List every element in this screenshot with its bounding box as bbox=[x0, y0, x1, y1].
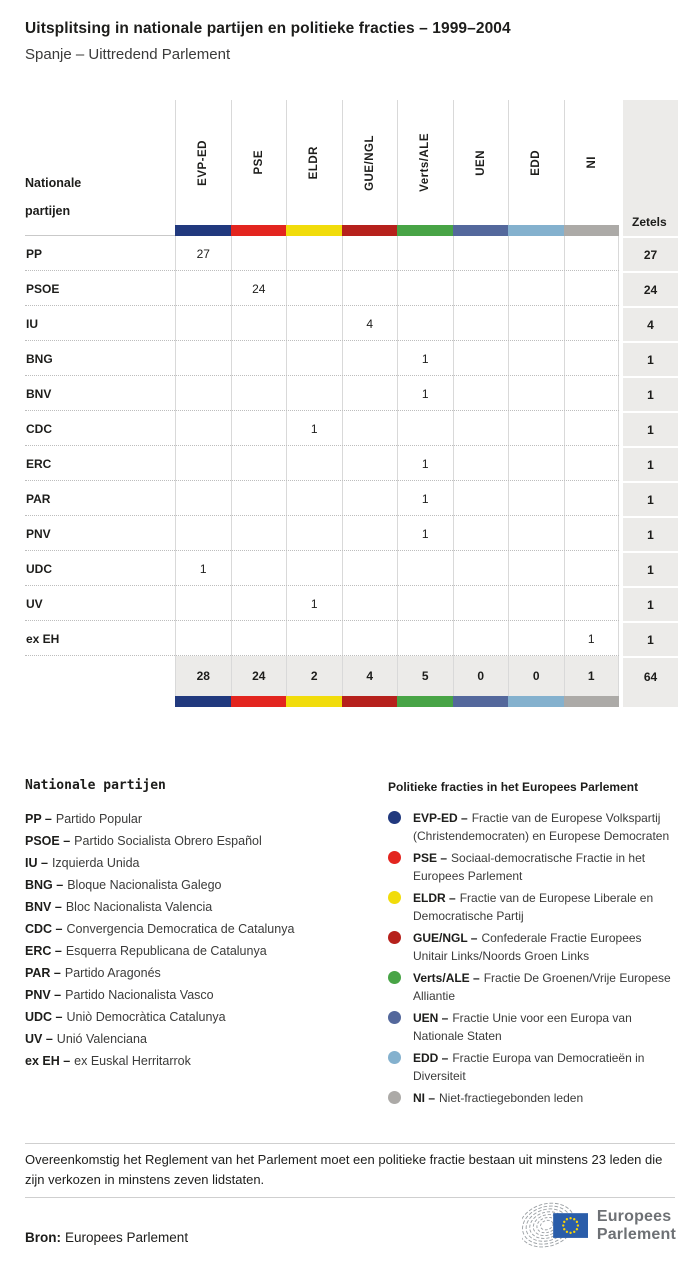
group-legend-text bbox=[413, 849, 677, 885]
seat-cell bbox=[286, 551, 342, 586]
group-color-bar bbox=[564, 225, 620, 236]
seats-total-cell: 1 bbox=[623, 551, 678, 586]
party-legend-item bbox=[25, 808, 388, 830]
group-color-bar bbox=[175, 696, 231, 707]
group-color-bar bbox=[231, 225, 287, 236]
party-abbr: PSOE – bbox=[25, 834, 71, 848]
seat-cell bbox=[231, 481, 287, 516]
party-legend-item bbox=[25, 940, 388, 962]
group-color-bar bbox=[453, 696, 509, 707]
group-color-bar bbox=[397, 696, 453, 707]
seat-cell bbox=[397, 306, 453, 341]
group-color-dot bbox=[388, 1051, 401, 1064]
ep-logo-text-line2: Parlement bbox=[596, 1226, 676, 1243]
seat-cell bbox=[342, 376, 398, 411]
party-abbr: BNV – bbox=[25, 900, 62, 914]
group-color-bar bbox=[508, 225, 564, 236]
group-name: Fractie van de Europese Volkspartij (Christendemocraten) en Europese Democraten bbox=[413, 811, 670, 843]
group-legend-item bbox=[388, 1049, 677, 1085]
seat-cell bbox=[564, 516, 620, 551]
seat-cell bbox=[564, 376, 620, 411]
seat-cell bbox=[397, 621, 453, 656]
seats-total-cell: 1 bbox=[623, 411, 678, 446]
party-legend-item bbox=[25, 962, 388, 984]
seat-cell bbox=[453, 516, 509, 551]
group-color-bar bbox=[564, 696, 620, 707]
group-legend-item bbox=[388, 1089, 677, 1107]
seat-cell: 1 bbox=[397, 341, 453, 376]
party-row-label: PAR bbox=[26, 491, 51, 506]
seat-cell bbox=[397, 236, 453, 271]
group-legend-item bbox=[388, 889, 677, 925]
seat-cell bbox=[453, 341, 509, 376]
seat-cell bbox=[342, 411, 398, 446]
party-legend-item bbox=[25, 1006, 388, 1028]
party-name: ex Euskal Herritarrok bbox=[74, 1054, 191, 1068]
group-legend-item bbox=[388, 969, 677, 1005]
party-row-label: PNV bbox=[26, 526, 51, 541]
seat-cell bbox=[175, 376, 231, 411]
seat-cell bbox=[453, 446, 509, 481]
group-abbr: NI – bbox=[413, 1091, 436, 1105]
seat-cell bbox=[342, 341, 398, 376]
source-line bbox=[25, 1230, 188, 1245]
party-abbr: PAR – bbox=[25, 966, 61, 980]
seat-cell bbox=[564, 481, 620, 516]
ep-logo-text-line1: Europees bbox=[596, 1208, 672, 1225]
party-name: Uniò Democràtica Catalunya bbox=[66, 1010, 226, 1024]
group-abbr: UEN – bbox=[413, 1011, 449, 1025]
national-parties-legend-heading: Nationale partijen bbox=[25, 778, 166, 793]
party-abbr: CDC – bbox=[25, 922, 63, 936]
party-name: Partido Popular bbox=[55, 812, 143, 826]
group-color-bar bbox=[397, 225, 453, 236]
seat-cell bbox=[231, 306, 287, 341]
ep-logo bbox=[522, 1201, 676, 1251]
group-total-cell: 2 bbox=[286, 656, 342, 696]
group-color-dot bbox=[388, 1091, 401, 1104]
national-parties-list bbox=[25, 808, 388, 1072]
party-abbr: IU – bbox=[25, 856, 48, 870]
seat-cell bbox=[453, 621, 509, 656]
group-color-dot bbox=[388, 891, 401, 904]
seat-cell: 24 bbox=[231, 271, 287, 306]
party-row-label: ex EH bbox=[26, 631, 60, 646]
seats-table bbox=[25, 100, 678, 707]
seat-cell: 1 bbox=[286, 586, 342, 621]
group-color-dot bbox=[388, 811, 401, 824]
seat-cell bbox=[564, 236, 620, 271]
seats-total-cell: 27 bbox=[623, 236, 678, 271]
group-abbr: EDD – bbox=[413, 1051, 449, 1065]
group-column-label: EVP-ED bbox=[197, 139, 210, 186]
group-legend-text bbox=[413, 969, 677, 1005]
grand-total-cell: 64 bbox=[623, 656, 678, 696]
national-parties-legend bbox=[25, 778, 388, 1111]
seat-cell: 27 bbox=[175, 236, 231, 271]
seat-cell bbox=[508, 271, 564, 306]
group-total-cell: 0 bbox=[453, 656, 509, 696]
group-name: Fractie Unie voor een Europa van Nationale Staten bbox=[413, 1011, 632, 1043]
seat-cell bbox=[286, 446, 342, 481]
group-name: Confederale Fractie Europees Unitair Links/Noords Groen Links bbox=[413, 931, 642, 963]
group-name: Fractie van de Europese Liberale en Democratische Partij bbox=[413, 891, 654, 923]
party-row-label: UV bbox=[26, 596, 43, 611]
seat-cell bbox=[564, 341, 620, 376]
hemicycle-icon bbox=[522, 1202, 590, 1250]
seat-cell bbox=[564, 271, 620, 306]
group-name: Niet-fractiegebonden leden bbox=[439, 1091, 584, 1105]
group-column-label: GUE/NGL bbox=[363, 134, 376, 191]
group-column-label: PSE bbox=[252, 150, 265, 175]
seat-cell bbox=[175, 446, 231, 481]
party-abbr: UV – bbox=[25, 1032, 53, 1046]
party-legend-item bbox=[25, 984, 388, 1006]
group-abbr: ELDR – bbox=[413, 891, 456, 905]
party-legend-item bbox=[25, 1028, 388, 1050]
group-color-bar bbox=[508, 696, 564, 707]
group-legend-text bbox=[413, 929, 677, 965]
seat-cell bbox=[342, 551, 398, 586]
party-abbr: ex EH – bbox=[25, 1054, 71, 1068]
group-total-cell: 5 bbox=[397, 656, 453, 696]
seat-cell bbox=[397, 411, 453, 446]
party-row-label: UDC bbox=[26, 561, 52, 576]
seat-cell bbox=[453, 411, 509, 446]
political-groups-legend bbox=[388, 778, 677, 1111]
party-legend-item bbox=[25, 852, 388, 874]
seat-cell bbox=[397, 271, 453, 306]
seat-cell bbox=[508, 516, 564, 551]
seat-cell bbox=[231, 586, 287, 621]
seat-cell bbox=[342, 271, 398, 306]
source-label: Bron: bbox=[25, 1230, 61, 1245]
seat-cell bbox=[453, 481, 509, 516]
seat-cell bbox=[175, 516, 231, 551]
group-color-dot bbox=[388, 1011, 401, 1024]
seat-cell bbox=[564, 446, 620, 481]
party-name: Unió Valenciana bbox=[56, 1032, 147, 1046]
party-name: Esquerra Republicana de Catalunya bbox=[65, 944, 267, 958]
seat-cell bbox=[175, 411, 231, 446]
seat-cell bbox=[231, 551, 287, 586]
party-legend-item bbox=[25, 918, 388, 940]
seat-cell bbox=[342, 236, 398, 271]
divider-top bbox=[25, 1143, 675, 1144]
seat-cell bbox=[397, 586, 453, 621]
group-legend-text bbox=[413, 889, 677, 925]
seat-cell bbox=[231, 621, 287, 656]
group-abbr: PSE – bbox=[413, 851, 448, 865]
group-column-header bbox=[453, 100, 509, 225]
group-abbr: Verts/ALE – bbox=[413, 971, 480, 985]
party-abbr: UDC – bbox=[25, 1010, 63, 1024]
seat-cell bbox=[508, 621, 564, 656]
seat-cell bbox=[342, 586, 398, 621]
group-column-header bbox=[175, 100, 231, 225]
page-title: Uitsplitsing in nationale partijen en politieke fracties – 1999–2004 bbox=[25, 20, 511, 37]
group-column-label: Verts/ALE bbox=[419, 133, 432, 192]
party-legend-item bbox=[25, 896, 388, 918]
group-total-cell: 24 bbox=[231, 656, 287, 696]
seat-cell bbox=[286, 306, 342, 341]
seat-cell bbox=[564, 551, 620, 586]
group-legend-item bbox=[388, 849, 677, 885]
party-name: Convergencia Democratica de Catalunya bbox=[66, 922, 295, 936]
political-groups-list bbox=[388, 809, 677, 1107]
group-color-bar bbox=[231, 696, 287, 707]
seat-cell: 1 bbox=[175, 551, 231, 586]
group-column-label: ELDR bbox=[308, 145, 321, 180]
party-row-label: BNG bbox=[26, 351, 53, 366]
national-parties-header bbox=[25, 100, 175, 225]
party-abbr: ERC – bbox=[25, 944, 62, 958]
group-total-cell: 1 bbox=[564, 656, 620, 696]
group-legend-text bbox=[413, 809, 677, 845]
seat-cell bbox=[453, 236, 509, 271]
group-legend-text bbox=[413, 1089, 677, 1107]
group-color-bar bbox=[342, 696, 398, 707]
seat-cell bbox=[231, 236, 287, 271]
group-name: Fractie Europa van Democratieën in Diversiteit bbox=[413, 1051, 645, 1083]
seat-cell bbox=[175, 621, 231, 656]
seats-total-cell: 1 bbox=[623, 376, 678, 411]
group-total-cell: 0 bbox=[508, 656, 564, 696]
group-legend-text bbox=[413, 1049, 677, 1085]
party-name: Bloque Nacionalista Galego bbox=[67, 878, 222, 892]
seat-cell bbox=[508, 376, 564, 411]
seat-cell bbox=[508, 586, 564, 621]
group-color-dot bbox=[388, 971, 401, 984]
seats-total-cell: 1 bbox=[623, 341, 678, 376]
seat-cell bbox=[342, 481, 398, 516]
group-color-dot bbox=[388, 931, 401, 944]
group-color-bar bbox=[286, 225, 342, 236]
group-color-bar bbox=[175, 225, 231, 236]
seat-cell bbox=[231, 376, 287, 411]
group-column-header bbox=[342, 100, 398, 225]
seat-cell bbox=[508, 446, 564, 481]
group-color-dot bbox=[388, 851, 401, 864]
national-parties-header-label: Nationale partijen bbox=[25, 176, 82, 218]
party-abbr: BNG – bbox=[25, 878, 64, 892]
seat-cell bbox=[231, 341, 287, 376]
eu-flag-icon bbox=[553, 1213, 588, 1238]
seats-total-cell: 1 bbox=[623, 621, 678, 656]
seat-cell bbox=[175, 481, 231, 516]
seat-cell bbox=[175, 306, 231, 341]
seat-cell bbox=[231, 411, 287, 446]
seats-column-footer bbox=[623, 696, 678, 707]
seat-cell bbox=[231, 446, 287, 481]
seats-total-cell: 1 bbox=[623, 586, 678, 621]
seat-cell: 1 bbox=[397, 446, 453, 481]
group-color-bar bbox=[453, 225, 509, 236]
source-value: Europees Parlement bbox=[65, 1230, 189, 1245]
seat-cell bbox=[508, 551, 564, 586]
seat-cell bbox=[564, 411, 620, 446]
group-color-bar bbox=[286, 696, 342, 707]
page-subtitle: Spanje – Uittredend Parlement bbox=[25, 46, 231, 63]
seats-total-cell: 1 bbox=[623, 446, 678, 481]
seat-cell bbox=[342, 621, 398, 656]
seat-cell bbox=[342, 516, 398, 551]
party-name: Bloc Nacionalista Valencia bbox=[65, 900, 213, 914]
group-column-header bbox=[231, 100, 287, 225]
seat-cell bbox=[286, 271, 342, 306]
seat-cell bbox=[508, 306, 564, 341]
group-name: Sociaal-democratische Fractie in het Europees Parlement bbox=[413, 851, 646, 883]
divider-bottom bbox=[25, 1197, 675, 1198]
political-groups-legend-heading: Politieke fracties in het Europees Parlement bbox=[388, 780, 639, 794]
seat-cell bbox=[342, 446, 398, 481]
seats-column-header: Zetels bbox=[623, 100, 678, 236]
seat-cell bbox=[397, 551, 453, 586]
seat-cell bbox=[508, 341, 564, 376]
seats-total-cell: 24 bbox=[623, 271, 678, 306]
group-column-header bbox=[397, 100, 453, 225]
seat-cell bbox=[453, 586, 509, 621]
seats-total-cell: 1 bbox=[623, 481, 678, 516]
party-abbr: PP – bbox=[25, 812, 52, 826]
seat-cell bbox=[286, 481, 342, 516]
seat-cell bbox=[286, 376, 342, 411]
party-row-label: ERC bbox=[26, 456, 52, 471]
seat-cell bbox=[286, 516, 342, 551]
seat-cell bbox=[175, 271, 231, 306]
seat-cell bbox=[231, 516, 287, 551]
group-column-label: UEN bbox=[474, 149, 487, 176]
seat-cell: 1 bbox=[397, 481, 453, 516]
group-column-header bbox=[286, 100, 342, 225]
seat-cell bbox=[453, 306, 509, 341]
party-legend-item bbox=[25, 1050, 388, 1072]
group-legend-item bbox=[388, 1009, 677, 1045]
seat-cell: 4 bbox=[342, 306, 398, 341]
ep-logo-text bbox=[597, 1208, 676, 1244]
seat-cell: 1 bbox=[397, 376, 453, 411]
seat-cell bbox=[286, 621, 342, 656]
seat-cell: 1 bbox=[564, 621, 620, 656]
group-color-bar bbox=[342, 225, 398, 236]
seat-cell bbox=[453, 551, 509, 586]
group-legend-item bbox=[388, 809, 677, 845]
group-column-header bbox=[564, 100, 620, 225]
group-total-cell: 28 bbox=[175, 656, 231, 696]
seat-cell: 1 bbox=[397, 516, 453, 551]
seat-cell bbox=[508, 481, 564, 516]
party-row-label: CDC bbox=[26, 421, 52, 436]
footnote-text: Overeenkomstig het Reglement van het Parlement moet een politieke fractie bestaan uit minstens 23 leden die zijn verkozen in minstens zeven lidstaten. bbox=[25, 1152, 663, 1187]
group-legend-text bbox=[413, 1009, 677, 1045]
party-name: Partido Socialista Obrero Español bbox=[74, 834, 262, 848]
seat-cell bbox=[508, 411, 564, 446]
party-abbr: PNV – bbox=[25, 988, 62, 1002]
seat-cell bbox=[564, 306, 620, 341]
party-row-label: BNV bbox=[26, 386, 52, 401]
seat-cell bbox=[175, 341, 231, 376]
party-name: Partido Aragonés bbox=[64, 966, 161, 980]
seat-cell: 1 bbox=[286, 411, 342, 446]
party-legend-item bbox=[25, 830, 388, 852]
group-abbr: EVP-ED – bbox=[413, 811, 468, 825]
group-column-header bbox=[508, 100, 564, 225]
seat-cell bbox=[453, 271, 509, 306]
party-name: Partido Nacionalista Vasco bbox=[65, 988, 214, 1002]
group-name: Fractie De Groenen/Vrije Europese Alliantie bbox=[413, 971, 671, 1003]
group-column-label: EDD bbox=[530, 149, 543, 176]
group-column-label: NI bbox=[585, 156, 598, 169]
party-name: Izquierda Unida bbox=[51, 856, 140, 870]
legend-section bbox=[25, 778, 677, 1111]
party-legend-item bbox=[25, 874, 388, 896]
party-row-label: IU bbox=[26, 316, 38, 331]
seat-cell bbox=[453, 376, 509, 411]
seats-total-cell: 4 bbox=[623, 306, 678, 341]
seat-cell bbox=[508, 236, 564, 271]
party-row-label: PSOE bbox=[26, 281, 60, 296]
party-row-label: PP bbox=[26, 246, 43, 261]
seats-total-cell: 1 bbox=[623, 516, 678, 551]
group-legend-item bbox=[388, 929, 677, 965]
seat-cell bbox=[175, 586, 231, 621]
seat-cell bbox=[564, 586, 620, 621]
seat-cell bbox=[286, 236, 342, 271]
group-total-cell: 4 bbox=[342, 656, 398, 696]
group-abbr: GUE/NGL – bbox=[413, 931, 478, 945]
seat-cell bbox=[286, 341, 342, 376]
